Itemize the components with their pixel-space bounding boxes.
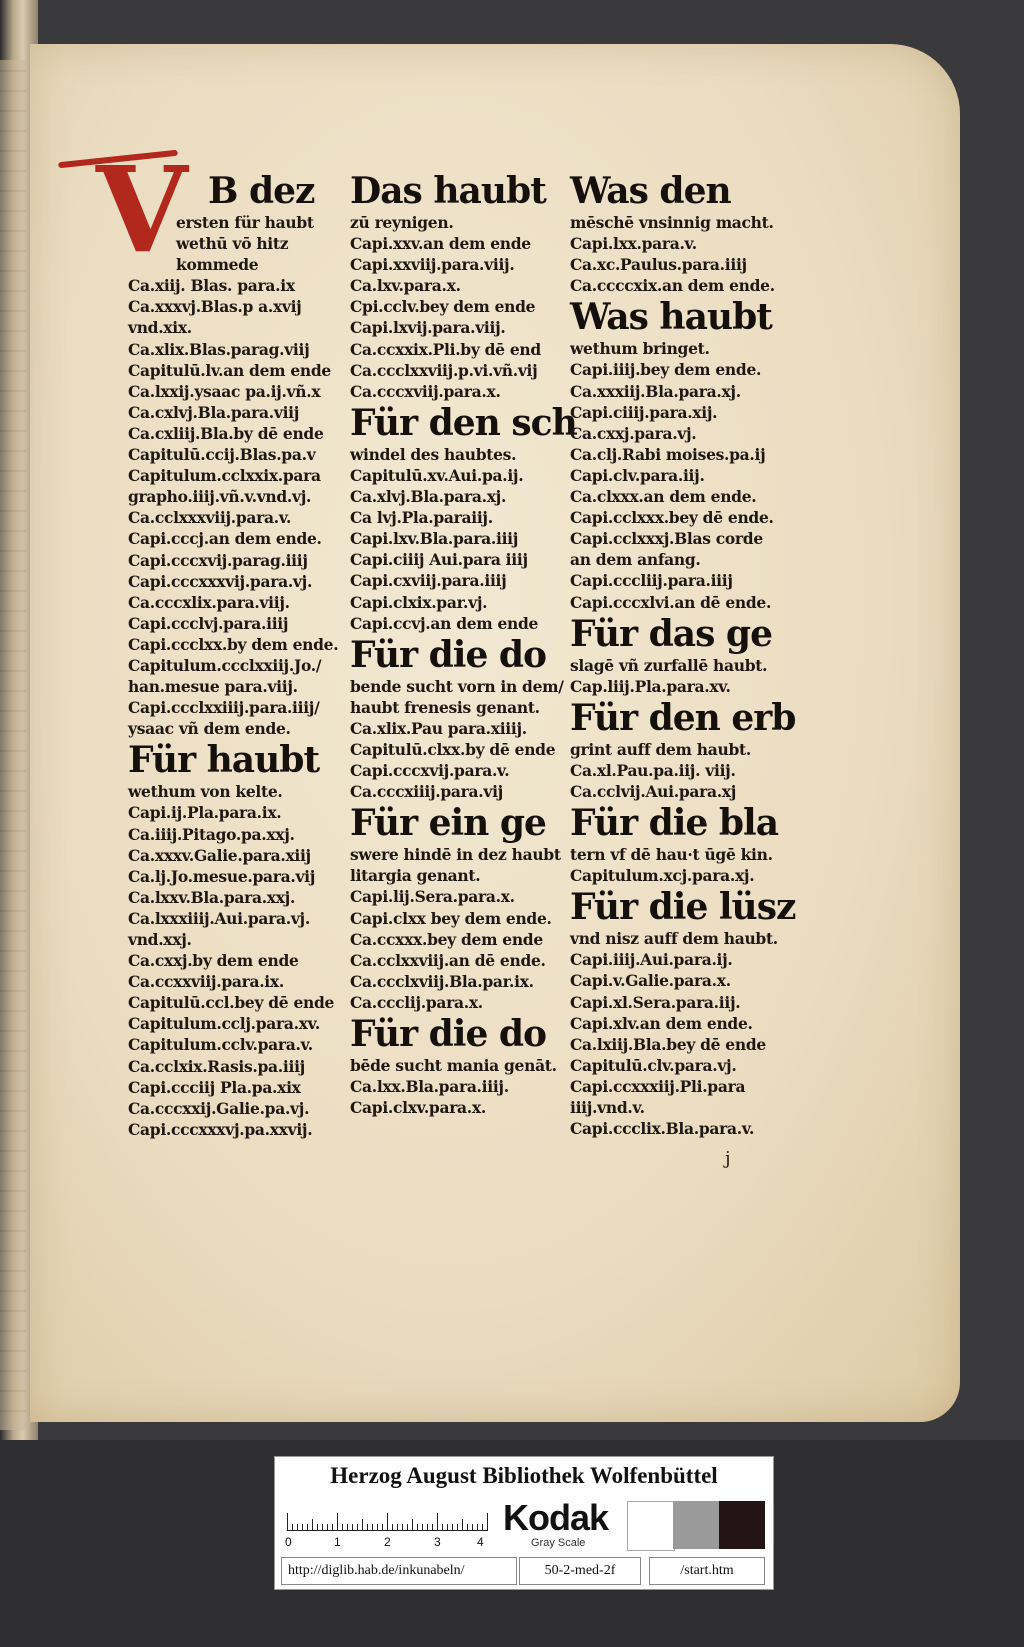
text-line: Capi.cclxxx.bey dē ende.	[570, 508, 774, 528]
text-line: Capi.clv.para.iij.	[570, 465, 705, 485]
ruler-number: 2	[384, 1535, 391, 1549]
column-3-entries-5	[570, 844, 800, 886]
text-line: Ca.lxiij.Bla.bey dē ende	[570, 1034, 766, 1054]
ruler-tick	[347, 1524, 348, 1531]
text-line: Capi.clxix.par.vj.	[350, 592, 488, 612]
text-line: Ca.cclxxviij.an dē ende.	[350, 950, 546, 970]
text-line: Capi.cccxvij.parag.iiij	[128, 550, 308, 570]
column-3-heading-2: Was haubt	[570, 296, 772, 339]
text-line: han.mesue para.viij.	[128, 677, 298, 697]
text-line: Ca.xc.Paulus.para.iiij	[570, 255, 747, 275]
column-3-entries-2	[570, 338, 800, 612]
text-line: Capi.xl.Sera.para.iij.	[570, 992, 741, 1012]
text-line: vnd.xxj.	[128, 930, 192, 949]
ruler-tick	[397, 1524, 398, 1531]
text-line: Capi.cccxlvi.an dē ende.	[570, 592, 772, 612]
text-line: Capi.clxx bey dem ende.	[350, 908, 552, 928]
text-line: an dem anfang.	[570, 550, 701, 570]
column-3-entries-4	[570, 739, 800, 802]
text-line: Capi.ccclxxiiij.para.iiij/	[128, 698, 320, 718]
text-line: Ca lvj.Pla.paraiij.	[350, 508, 493, 528]
column-2-heading-1: Das haubt	[350, 170, 546, 212]
text-line: Ca.ccclxviij.Bla.par.ix.	[350, 971, 534, 991]
text-line: Cpi.cclv.bey dem ende	[350, 297, 536, 317]
text-line: Capi.clxv.para.x.	[350, 1098, 486, 1118]
ruler-tick	[482, 1524, 483, 1531]
ruler-tick	[342, 1524, 343, 1531]
ruler-tick	[387, 1513, 388, 1531]
text-line: Ca.ccxxx.bey dem ende	[350, 929, 543, 949]
text-line: Capi.lxv.Bla.para.iiij	[350, 529, 519, 549]
text-line: Ca.lj.Jo.mesue.para.vij	[128, 866, 316, 886]
text-line: grint auff dem haubt.	[570, 739, 751, 759]
text-line: Capitulum.cclxxix.para	[128, 466, 321, 486]
text-line: Capi.ccxxxiij.Pli.para	[570, 1076, 746, 1096]
text-line: wethum bringet.	[570, 339, 710, 359]
text-line: Ca.cxlvj.Bla.para.viij	[128, 402, 300, 422]
text-line: Capi.ij.Pla.para.ix.	[128, 803, 282, 823]
ruler-tick	[332, 1524, 333, 1531]
text-line: ysaac vñ dem ende.	[128, 719, 291, 739]
column-2-entries-3	[350, 676, 562, 803]
text-line: Capitulum.ccclxxiij.Jo./	[128, 655, 322, 675]
ruler-tick	[327, 1524, 328, 1531]
ruler-tick	[392, 1524, 393, 1531]
text-line: Capitulū.clxx.by dē ende	[350, 739, 556, 759]
ruler-tick	[487, 1513, 488, 1531]
ruler-number: 1	[334, 1535, 341, 1549]
text-line: windel des haubtes.	[350, 444, 517, 464]
column-2-heading-3: Für die do	[350, 633, 547, 676]
column-3-heading-5: Für die bla	[570, 802, 779, 845]
ruler-tick	[317, 1524, 318, 1531]
text-line: Capi.iiij.bey dem ende.	[570, 360, 762, 380]
text-columns	[128, 170, 798, 1170]
text-line: Ca.lxxxiiij.Aui.para.vj.	[128, 908, 310, 928]
text-line: Capi.ciiij Aui.para iiij	[350, 550, 528, 570]
text-line: Ca.xlvj.Bla.para.xj.	[350, 487, 507, 507]
text-line: haubt frenesis genant.	[350, 697, 540, 717]
text-line: iiij.vnd.v.	[570, 1098, 645, 1117]
text-line: Ca.ccclxxviij.p.vi.vñ.vij	[350, 360, 538, 380]
text-line: Ca.lxv.para.x.	[350, 276, 461, 296]
column-2-entries-2	[350, 444, 562, 634]
text-line: Ca.lxxv.Bla.para.xxj.	[128, 887, 296, 907]
text-line: litargia genant.	[350, 866, 481, 886]
column-3-heading-4: Für den erb	[570, 696, 796, 739]
text-line: Cap.liij.Pla.para.xv.	[570, 676, 731, 696]
text-line: Capitulum.cclj.para.xv.	[128, 1014, 320, 1034]
text-line: Ca.ccxxix.Pli.by dē end	[350, 339, 541, 359]
column-3-heading-1: Was den	[570, 170, 731, 212]
text-line: Capi.cxviij.para.iiij	[350, 571, 507, 591]
ruler-tick	[447, 1524, 448, 1531]
column-1-intro-heading: B dez	[208, 170, 315, 212]
ruler-tick	[472, 1524, 473, 1531]
column-3-entries-3	[570, 655, 800, 697]
column-2-entries-1	[350, 212, 562, 402]
text-line: Capi.lij.Sera.para.x.	[350, 887, 515, 907]
column-3-heading-6: Für die lüsz	[570, 886, 796, 929]
text-line: Ca.cclxix.Rasis.pa.iiij	[128, 1056, 305, 1076]
gray-scale-label: Gray Scale	[531, 1537, 586, 1549]
text-line: Ca.xiij. Blas. para.ix	[128, 276, 295, 296]
ruler-tick	[477, 1524, 478, 1531]
ruler-tick	[457, 1524, 458, 1531]
text-line: Ca.clj.Rabi moises.pa.ij	[570, 444, 766, 464]
text-line: Capi.xxv.an dem ende	[350, 234, 531, 254]
text-line: Ca.lxxij.ysaac pa.ij.vñ.x	[128, 381, 321, 401]
text-line: mēschē vnsinnig macht.	[570, 213, 774, 232]
text-line: Ca.cxxj.para.vj.	[570, 423, 697, 443]
text-line: bēde sucht mania genāt.	[350, 1056, 557, 1075]
text-line: Capi.cccxxxvj.pa.xxvij.	[128, 1119, 313, 1139]
ruler-tick	[377, 1524, 378, 1531]
text-line: Capi.cccliij.para.iiij	[570, 571, 733, 591]
text-line: Ca.ccxxviij.para.ix.	[128, 972, 284, 992]
text-line: Capi.cclxxxj.Blas corde	[570, 529, 763, 549]
measurement-ruler	[287, 1501, 487, 1549]
text-line: Capi.ccclxx.by dem ende.	[128, 634, 339, 654]
ruler-tick	[417, 1524, 418, 1531]
ruler-tick	[442, 1524, 443, 1531]
text-line: Capitulū.ccl.bey dē ende	[128, 993, 335, 1013]
text-line: Ca.cxliij.Bla.by dē ende	[128, 423, 324, 443]
ruler-tick	[352, 1524, 353, 1531]
column-3	[570, 170, 800, 1139]
text-line: wethū vō hitz	[176, 234, 289, 254]
text-line: Ca.clxxx.an dem ende.	[570, 487, 757, 507]
ruler-tick	[382, 1524, 383, 1531]
text-line: Capitulū.lv.an dem ende	[128, 360, 331, 380]
column-2-heading-5: Für die do	[350, 1013, 547, 1055]
text-line: Capi.v.Galie.para.x.	[570, 971, 731, 991]
text-line: Ca.cccxviij.para.x.	[350, 381, 501, 401]
text-line: Capi.xxviij.para.viij.	[350, 255, 515, 275]
text-line: Ca.iiij.Pitago.pa.xxj.	[128, 824, 295, 844]
ruler-number: 3	[434, 1535, 441, 1549]
ruler-tick	[427, 1524, 428, 1531]
text-line: Ca.xxxv.Galie.para.xiij	[128, 845, 311, 865]
text-line: Capi.cccxvij.para.v.	[350, 761, 510, 781]
text-line: Capitulū.ccij.Blas.pa.v	[128, 445, 316, 465]
kodak-logo: Kodak	[503, 1497, 609, 1538]
text-line: Capi.ccclvj.para.iiij	[128, 613, 289, 633]
text-line: Ca.cccxiiij.para.vij	[350, 782, 503, 802]
text-line: Capi.ccciij Pla.pa.xix	[128, 1077, 301, 1097]
signature-mark: j	[725, 1148, 731, 1169]
decorated-initial: V	[96, 140, 188, 279]
text-line: Capitulū.clv.para.vj.	[570, 1055, 737, 1075]
text-line: Capitulum.xcj.para.xj.	[570, 866, 755, 886]
archive-target-card	[274, 1456, 774, 1590]
library-title: Herzog August Bibliothek Wolfenbüttel	[330, 1463, 718, 1488]
ruler-tick	[412, 1519, 413, 1531]
column-1-heading-2: Für haubt	[128, 739, 320, 782]
ruler-number: 4	[477, 1535, 484, 1549]
column-2-heading-4: Für ein ge	[350, 802, 546, 845]
text-line: Capi.lxvij.para.viij.	[350, 318, 506, 338]
text-line: kommede	[176, 255, 259, 275]
text-line: Capitulum.cclv.para.v.	[128, 1035, 313, 1055]
ruler-tick	[452, 1524, 453, 1531]
url-segment-base: http://diglib.hab.de/inkunabeln/	[281, 1557, 517, 1585]
text-line: tern vf dē hau·t ūgē kin.	[570, 845, 773, 865]
column-2-entries-5	[350, 1055, 562, 1118]
text-line: Ca.xl.Pau.pa.iij. viij.	[570, 760, 736, 780]
text-line: Capi.cccxxxvij.para.vj.	[128, 571, 313, 591]
ruler-tick	[422, 1524, 423, 1531]
column-3-entries-1	[570, 212, 800, 296]
ruler-tick	[367, 1524, 368, 1531]
column-1-entries-2	[128, 781, 338, 1140]
text-line: Ca.ccccxix.an dem ende.	[570, 276, 775, 296]
text-line: Capi.ccclix.Bla.para.v.	[570, 1119, 755, 1139]
text-line: vnd.xix.	[128, 318, 192, 338]
text-line: Ca.cccxxij.Galie.pa.vj.	[128, 1098, 310, 1118]
ruler-tick	[437, 1513, 438, 1531]
text-line: Ca.ccclij.para.x.	[350, 992, 483, 1012]
ruler-tick	[297, 1524, 298, 1531]
ruler-tick	[337, 1513, 338, 1531]
ruler-tick	[402, 1524, 403, 1531]
column-1	[128, 170, 338, 1140]
text-line: Ca.cclxxxviij.para.v.	[128, 508, 292, 528]
text-line: Ca.xxxiij.Bla.para.xj.	[570, 381, 741, 401]
ruler-tick	[357, 1524, 358, 1531]
column-3-heading-3: Für das ge	[570, 612, 772, 655]
text-line: Ca.cclvij.Aui.para.xj	[570, 781, 737, 801]
text-line: wethum von kelte.	[128, 782, 283, 802]
ruler-tick	[312, 1519, 313, 1531]
column-2	[350, 170, 577, 1118]
text-line: Capi.ciiij.para.xij.	[570, 402, 718, 422]
text-line: Capi.xlv.an dem ende.	[570, 1013, 753, 1033]
ruler-tick	[432, 1524, 433, 1531]
ruler-tick	[302, 1524, 303, 1531]
text-line: zū reynigen.	[350, 213, 454, 232]
text-line: Ca.xxxvj.Blas.p a.xvij	[128, 297, 302, 317]
text-line: bende sucht vorn in dem/	[350, 676, 564, 696]
ruler-tick	[362, 1519, 363, 1531]
text-line: Capi.ccvj.an dem ende	[350, 613, 539, 633]
column-2-entries-4	[350, 844, 562, 1013]
text-line: ersten für haubt	[176, 213, 314, 232]
column-3-entries-6	[570, 928, 800, 1139]
url-segment-id: 50-2-med-2f	[519, 1557, 641, 1585]
gray-swatch-white	[627, 1501, 675, 1551]
ruler-number: 0	[285, 1535, 292, 1549]
gray-swatch-black	[719, 1501, 765, 1549]
text-line: Capitulū.xv.Aui.pa.ij.	[350, 465, 524, 485]
ruler-tick	[292, 1524, 293, 1531]
text-line: swere hindē in dez haubt	[350, 845, 561, 865]
ruler-tick	[322, 1524, 323, 1531]
text-line: Capi.cccj.an dem ende.	[128, 529, 322, 549]
column-2-heading-2: Für den sch	[350, 401, 577, 444]
spine-edge	[0, 60, 26, 1430]
url-segment-start: /start.htm	[649, 1557, 765, 1585]
ruler-tick	[372, 1524, 373, 1531]
text-line: grapho.iiij.vñ.v.vnd.vj.	[128, 487, 312, 507]
text-line: Capi.lxx.para.v.	[570, 234, 697, 254]
text-line: Ca.xlix.Pau para.xiiij.	[350, 718, 527, 738]
text-line: slagē vñ zurfallē haubt.	[570, 655, 768, 675]
text-line: vnd nisz auff dem haubt.	[570, 929, 778, 949]
ruler-tick	[467, 1524, 468, 1531]
text-line: Capi.iiij.Aui.para.ij.	[570, 950, 733, 970]
ruler-tick	[407, 1524, 408, 1531]
ruler-tick	[307, 1524, 308, 1531]
text-line: Ca.lxx.Bla.para.iiij.	[350, 1077, 509, 1097]
gray-swatch-mid	[673, 1501, 719, 1549]
ruler-tick	[287, 1513, 288, 1531]
text-line: Ca.cccxlix.para.viij.	[128, 592, 290, 612]
text-line: Ca.xlix.Blas.parag.viij	[128, 339, 310, 359]
ruler-tick	[462, 1519, 463, 1531]
text-line: Ca.cxxj.by dem ende	[128, 951, 299, 971]
column-1-entries	[128, 275, 338, 739]
